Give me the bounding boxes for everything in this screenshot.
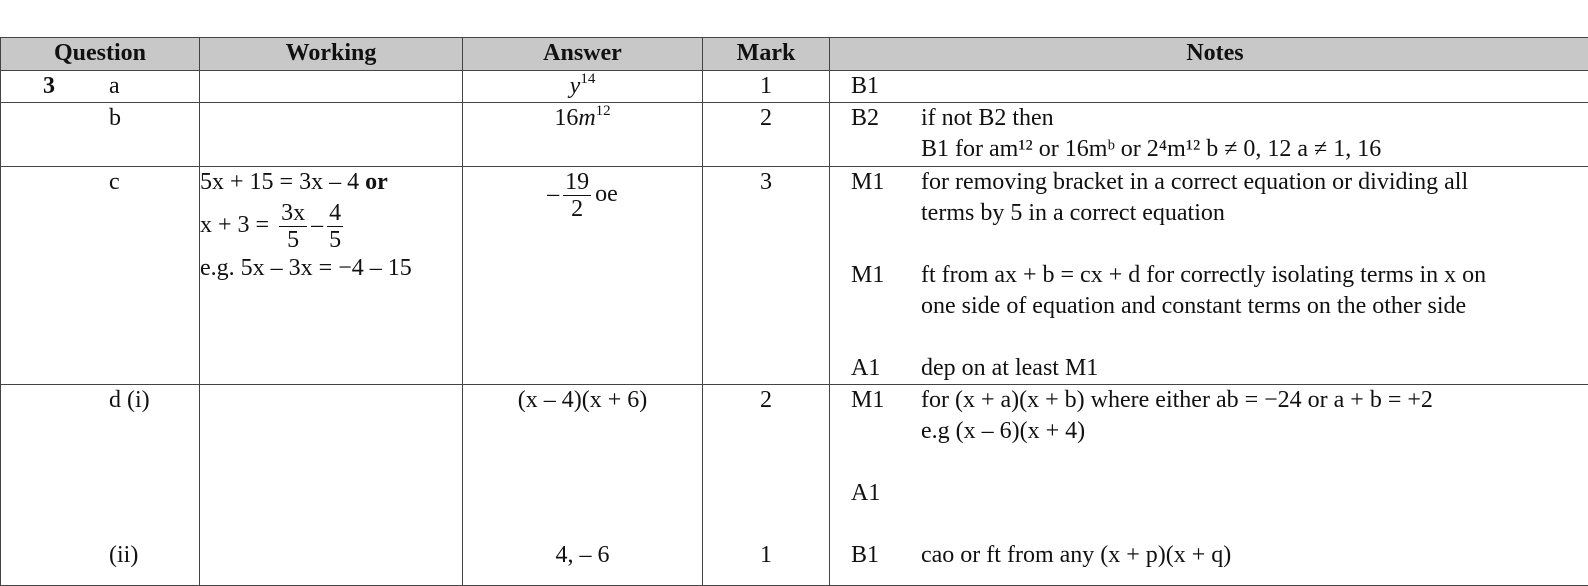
answer-cell	[463, 71, 703, 103]
note-code: A1	[851, 478, 880, 509]
note-code: A1	[851, 353, 880, 384]
working-cell	[200, 71, 463, 103]
answer-base: y	[570, 73, 581, 99]
question-cell	[1, 71, 200, 103]
note-text: dep on at least M1	[921, 353, 1098, 384]
working-line-1: 5x + 15 = 3x – 4	[200, 169, 359, 195]
working-or: or	[365, 169, 388, 195]
mark-cell: 2	[703, 103, 830, 167]
mark-value: 1	[703, 540, 829, 571]
question-cell	[1, 385, 200, 586]
header-question: Question	[1, 38, 200, 71]
answer-exponent: 14	[580, 71, 595, 87]
mark-value: 2	[703, 385, 829, 416]
question-number: 3	[1, 71, 79, 102]
question-cell	[1, 167, 200, 385]
working-fraction-1: $\frac{3x}{5}$	[279, 200, 307, 253]
working-fraction-2: $\frac{4}{5}$	[327, 200, 343, 253]
working-cell	[200, 167, 463, 385]
note-code: M1	[851, 385, 884, 416]
table-row	[1, 385, 1588, 586]
answer-text: (x – 4)(x + 6)	[463, 385, 702, 416]
working-cell	[200, 385, 463, 586]
note-code: B1	[851, 540, 879, 571]
question-part: c	[1, 167, 120, 198]
working-line-3: e.g. 5x – 3x = −4 – 15	[200, 253, 462, 284]
header-mark: Mark	[703, 38, 830, 71]
note-text: one side of equation and constant terms on the other side	[921, 291, 1466, 322]
notes-cell	[830, 103, 1588, 167]
answer-cell	[463, 167, 703, 385]
question-part: b	[1, 103, 121, 134]
header-working: Working	[200, 38, 463, 71]
note-text: e.g (x – 6)(x + 4)	[921, 416, 1085, 447]
note-code: B1	[851, 71, 879, 102]
answer-coef: 16	[554, 105, 578, 131]
note-text: if not B2 then	[921, 103, 1054, 134]
note-text: for (x + a)(x + b) where either ab = −24 or a + b = +2	[921, 385, 1433, 416]
answer-cell	[463, 385, 703, 586]
header-answer: Answer	[463, 38, 703, 71]
answer-sign: –	[547, 181, 559, 207]
question-cell	[1, 103, 200, 167]
note-text: terms by 5 in a correct equation	[921, 198, 1225, 229]
question-part: a	[79, 71, 120, 102]
mark-cell	[703, 385, 830, 586]
note-code: M1	[851, 167, 884, 198]
answer-suffix: oe	[595, 181, 618, 207]
working-minus: –	[311, 212, 323, 238]
working-cell	[200, 103, 463, 167]
mark-scheme-table	[0, 37, 1588, 586]
notes-cell	[830, 71, 1588, 103]
mark-cell: 1	[703, 71, 830, 103]
answer-cell	[463, 103, 703, 167]
answer-base: m	[578, 105, 595, 131]
table-row	[1, 103, 1588, 167]
working-line-2-lhs: x + 3 =	[200, 212, 269, 238]
answer-fraction: $\frac{19}{2}$	[563, 169, 591, 222]
note-code: B2	[851, 103, 879, 134]
note-code: M1	[851, 260, 884, 291]
notes-cell	[830, 385, 1588, 586]
table-row	[1, 71, 1588, 103]
header-row	[1, 38, 1588, 71]
question-part: d (i)	[1, 385, 150, 416]
note-text: cao or ft from any (x + p)(x + q)	[921, 540, 1231, 571]
answer-text: 4, – 6	[463, 540, 702, 571]
answer-exponent: 12	[596, 103, 611, 119]
question-part: (ii)	[1, 540, 138, 571]
notes-cell	[830, 167, 1588, 385]
mark-cell: 3	[703, 167, 830, 385]
note-text: ft from ax + b = cx + d for correctly isolating terms in x on	[921, 260, 1486, 291]
note-text: for removing bracket in a correct equation or dividing all	[921, 167, 1468, 198]
header-notes: Notes	[830, 38, 1588, 71]
table-row	[1, 167, 1588, 385]
note-text: B1 for am¹² or 16mᵇ or 2⁴m¹² b ≠ 0, 12 a ≠ 1, 16	[921, 134, 1381, 165]
